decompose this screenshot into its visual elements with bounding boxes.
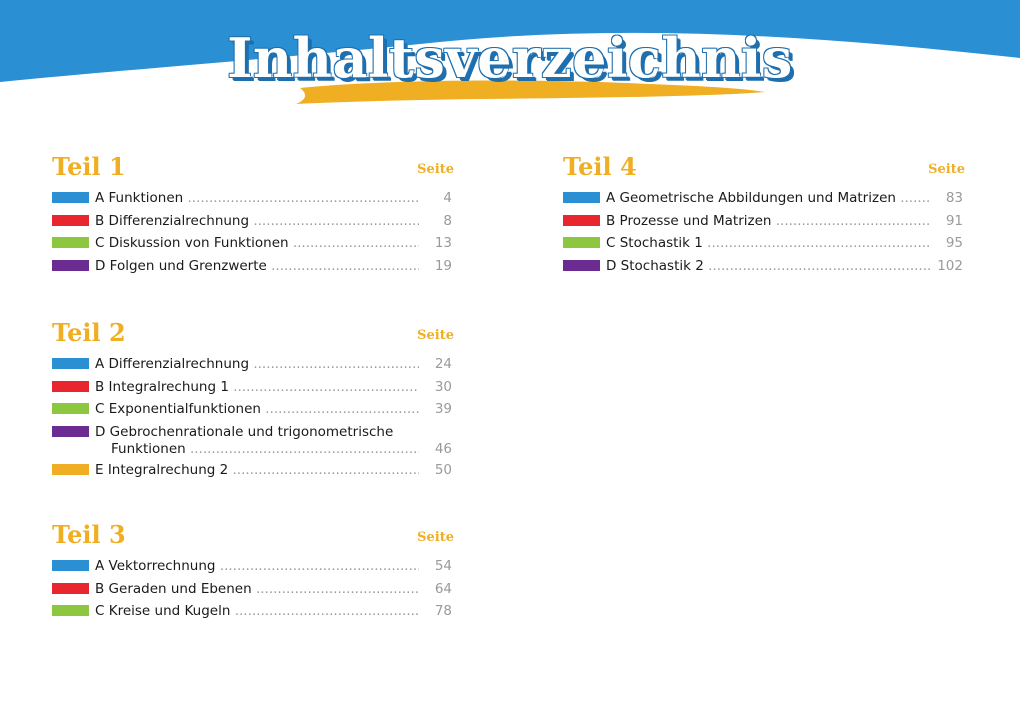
toc-entry[interactable]	[52, 603, 462, 626]
page-number: 50	[434, 461, 452, 478]
page-column-label: Seite	[928, 162, 965, 177]
entry-title: A Geometrische Abbildungen und Matrizen .....	[606, 190, 930, 206]
page-number: 24	[434, 356, 452, 372]
section-title: Teil 2	[52, 318, 126, 347]
page-number: 83	[945, 190, 963, 206]
page-number: 8	[443, 212, 452, 229]
page-column-label: Seite	[417, 530, 454, 545]
entry-title: C Exponentialfunktionen .....	[95, 401, 419, 417]
page-number: 64	[434, 580, 452, 597]
section-teil-4	[563, 152, 973, 280]
toc-entry[interactable]	[52, 356, 462, 379]
section-teil-3	[52, 520, 462, 626]
toc-entry[interactable]	[563, 235, 973, 258]
entry-title: B Integralrechung 1 .....	[95, 379, 419, 395]
section-title: Teil 4	[563, 152, 637, 181]
color-marker	[563, 215, 600, 226]
page-column-label: Seite	[417, 162, 454, 177]
entry-title: D Folgen und Grenzwerte .....	[95, 258, 419, 274]
color-marker	[52, 358, 89, 369]
entry-title: D Stochastik 2 .....	[606, 258, 930, 274]
page-number: 78	[434, 603, 452, 619]
page-number: 91	[945, 212, 963, 229]
page-number: 13	[434, 235, 452, 251]
entry-title: B Prozesse und Matrizen .....	[606, 213, 930, 229]
toc-entry[interactable]	[52, 558, 462, 581]
page-number: 4	[443, 190, 452, 206]
toc-entry[interactable]	[52, 213, 462, 236]
entry-title: E Integralrechung 2 .....	[95, 462, 419, 478]
entry-title: A Differenzialrechnung .....	[95, 356, 419, 372]
entry-title: A Funktionen .....	[95, 190, 419, 206]
entry-title: C Kreise und Kugeln .....	[95, 603, 419, 619]
entry-title: C Diskussion von Funktionen .....	[95, 235, 419, 251]
color-marker	[563, 192, 600, 203]
color-marker	[52, 260, 89, 271]
toc-entry[interactable]	[52, 190, 462, 213]
toc-entry[interactable]	[563, 213, 973, 236]
entry-title-continued: Funktionen .....	[111, 441, 419, 457]
toc-entry[interactable]	[52, 424, 462, 462]
color-marker	[52, 605, 89, 616]
page-number: 102	[937, 257, 963, 274]
page-number: 54	[434, 558, 452, 574]
page-title: Inhaltsverzeichnis	[227, 26, 793, 90]
section-teil-1	[52, 152, 462, 280]
toc-entry[interactable]	[52, 258, 462, 281]
page-number: 19	[434, 257, 452, 274]
page-number: 46	[434, 440, 452, 457]
toc-entry[interactable]	[52, 581, 462, 604]
toc-entry[interactable]	[563, 258, 973, 281]
toc-entry[interactable]	[52, 462, 462, 485]
color-marker	[52, 560, 89, 571]
entry-title: B Geraden und Ebenen .....	[95, 581, 419, 597]
entry-title: D Gebrochenrationale und trigonometrische	[95, 423, 394, 440]
color-marker	[563, 237, 600, 248]
page-number: 95	[945, 235, 963, 251]
entry-title: B Differenzialrechnung .....	[95, 213, 419, 229]
toc-entry[interactable]	[52, 235, 462, 258]
color-marker	[52, 381, 89, 392]
section-title: Teil 3	[52, 520, 126, 549]
color-marker	[52, 237, 89, 248]
entry-title: C Stochastik 1 .....	[606, 235, 930, 251]
toc-entry[interactable]	[52, 379, 462, 402]
section-title: Teil 1	[52, 152, 126, 181]
page-number: 39	[434, 401, 452, 417]
color-marker	[52, 464, 89, 475]
toc-entry[interactable]	[563, 190, 973, 213]
color-marker	[52, 403, 89, 414]
page-column-label: Seite	[417, 328, 454, 343]
toc-entry[interactable]	[52, 401, 462, 424]
color-marker	[563, 260, 600, 271]
color-marker	[52, 583, 89, 594]
section-teil-2	[52, 318, 462, 484]
color-marker	[52, 215, 89, 226]
page-number: 30	[434, 378, 452, 395]
entry-title: A Vektorrechnung .....	[95, 558, 419, 574]
color-marker	[52, 192, 89, 203]
color-marker	[52, 426, 89, 437]
